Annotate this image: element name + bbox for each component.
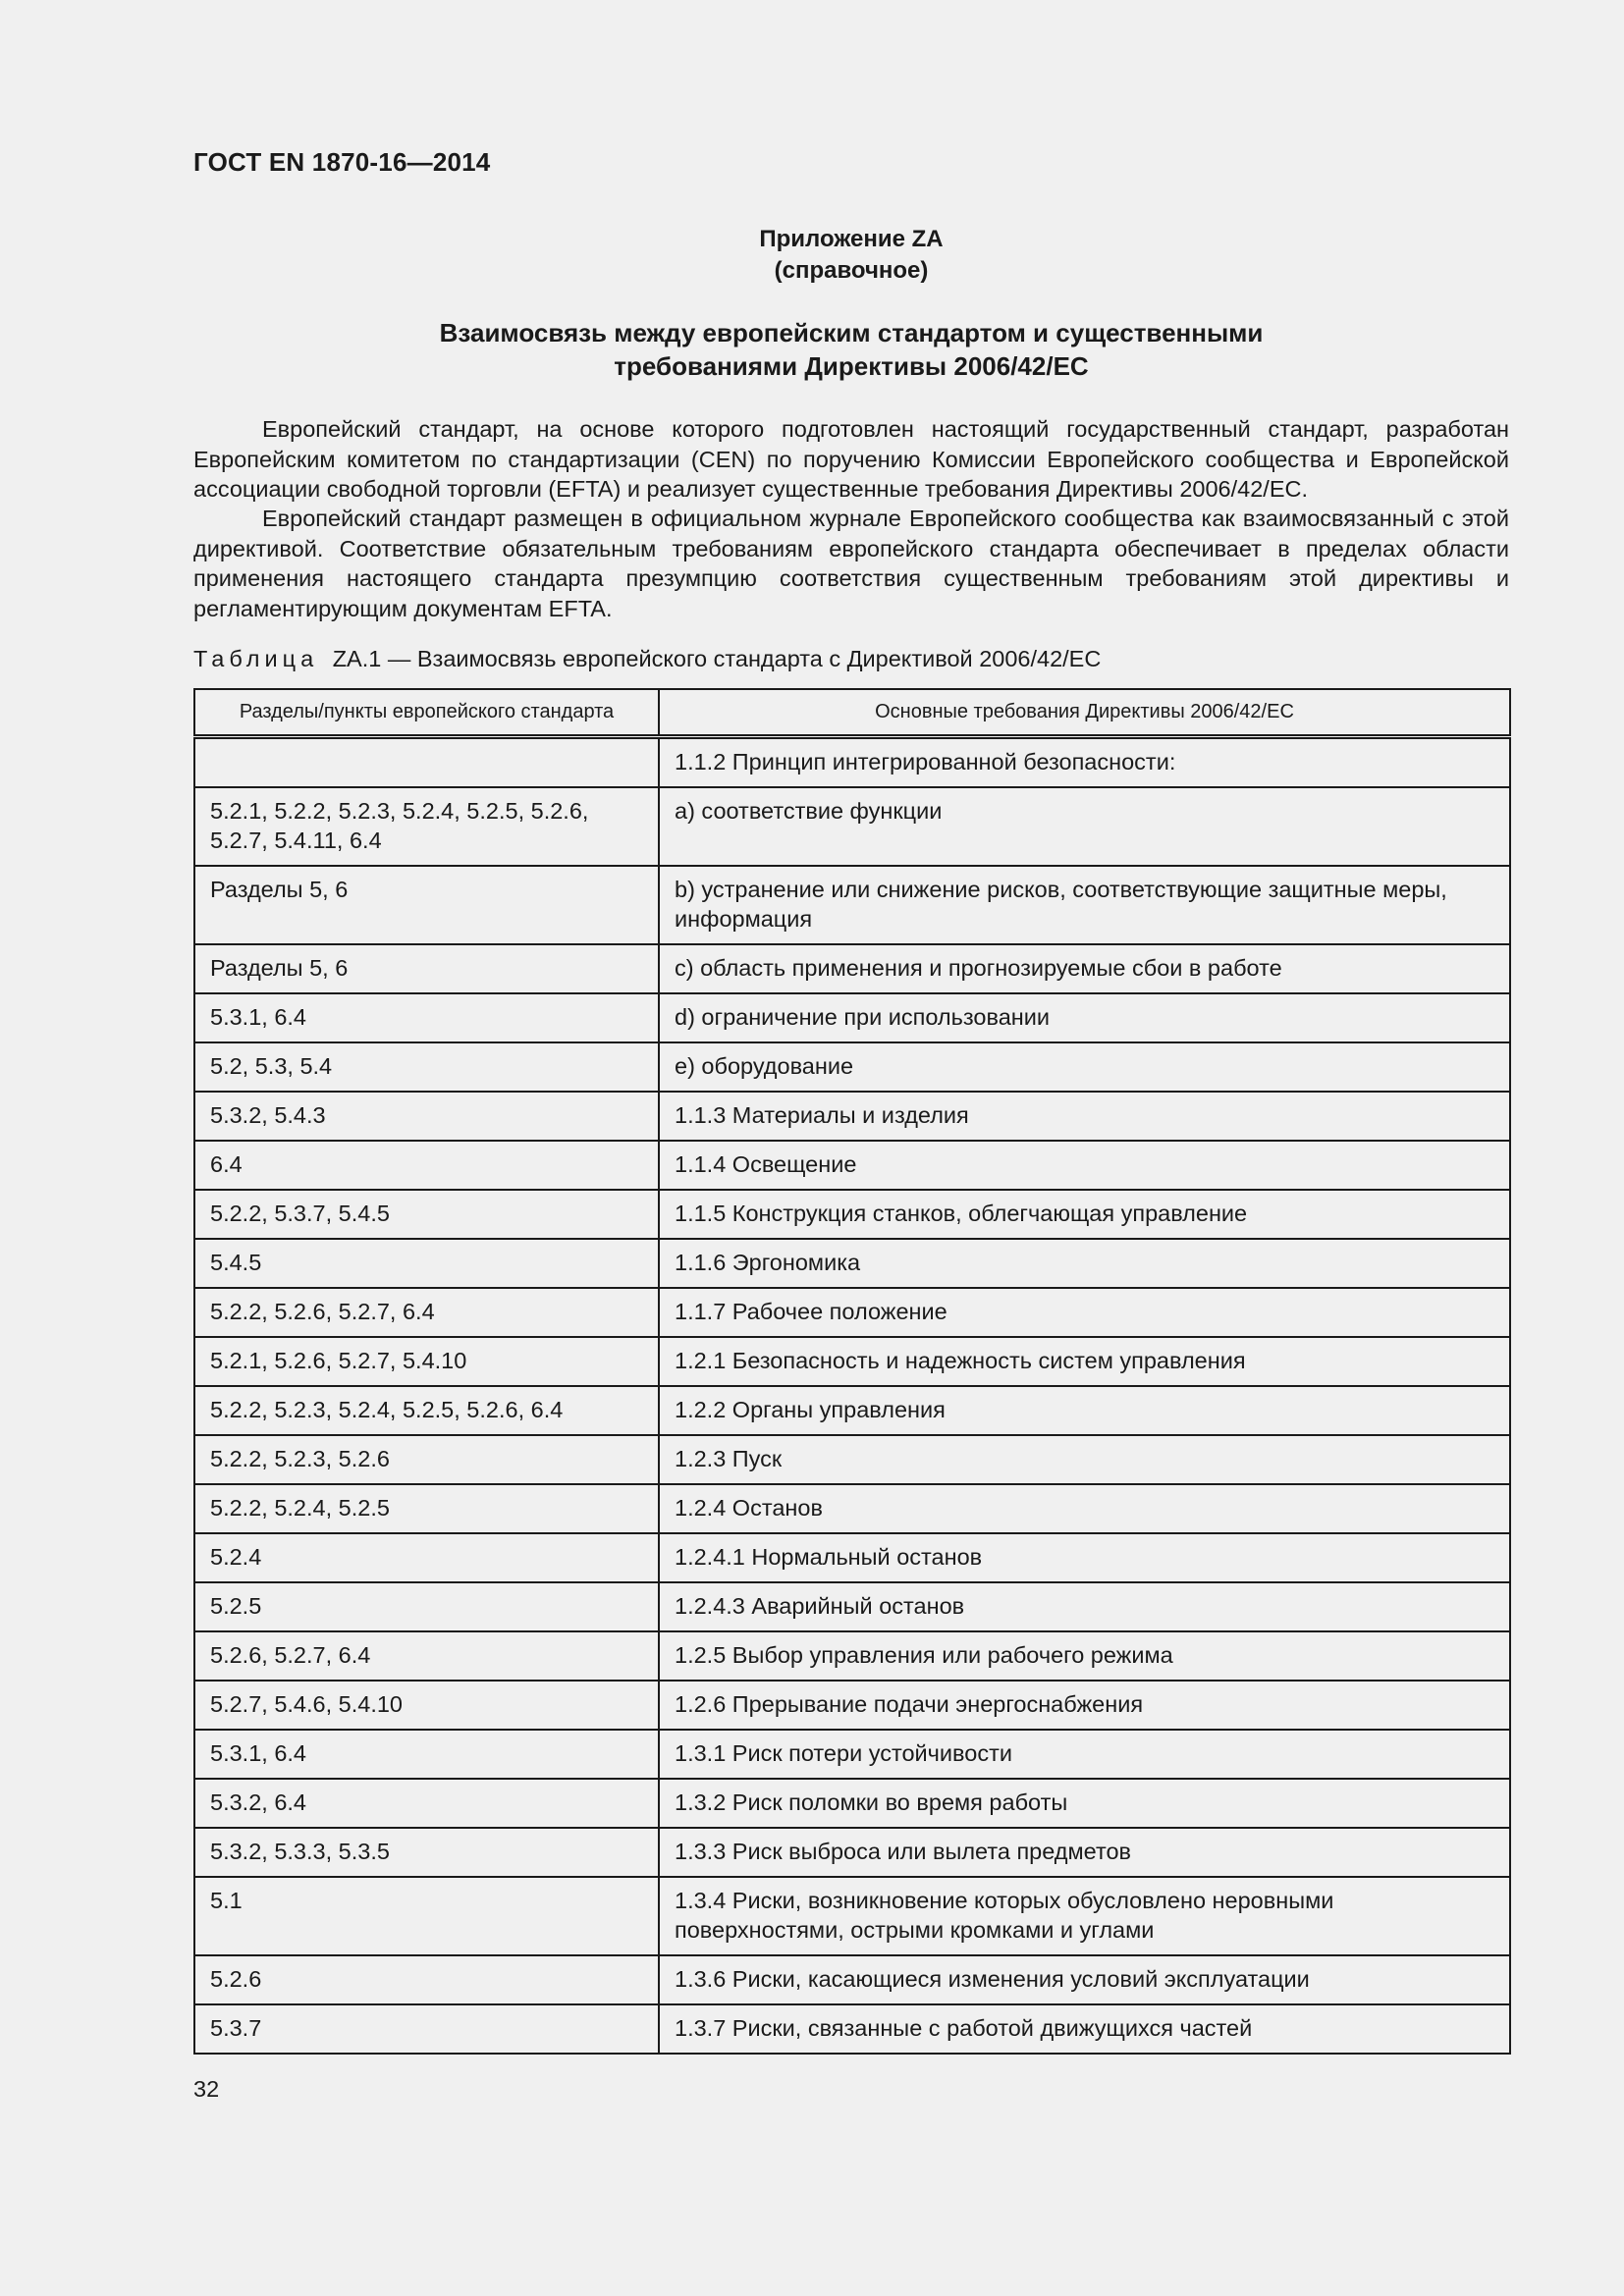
cell-directive-requirement: 1.2.4.1 Нормальный останов [659,1533,1510,1582]
cell-directive-requirement: 1.1.4 Освещение [659,1141,1510,1190]
table-row [194,1141,1510,1190]
cell-standard-clauses: 5.3.2, 5.4.3 [194,1092,659,1141]
table-row [194,1582,1510,1631]
requirements-table [193,688,1511,2055]
table-caption [193,646,1101,672]
cell-directive-requirement: 1.2.5 Выбор управления или рабочего режима [659,1631,1510,1681]
table-row [194,1288,1510,1337]
table-row [194,1239,1510,1288]
table-row [194,1681,1510,1730]
table-row [194,1484,1510,1533]
table-body [194,737,1510,2055]
cell-standard-clauses: 5.2.5 [194,1582,659,1631]
table-row [194,787,1510,866]
table-row [194,1631,1510,1681]
document-code: ГОСТ EN 1870-16—2014 [193,147,491,177]
cell-standard-clauses: 5.2.4 [194,1533,659,1582]
cell-standard-clauses: 5.2.2, 5.2.4, 5.2.5 [194,1484,659,1533]
table-row [194,1190,1510,1239]
table-row [194,737,1510,788]
cell-directive-requirement: e) оборудование [659,1042,1510,1092]
annex-heading-line-1: Взаимосвязь между европейским стандартом и существенными [439,318,1264,347]
table-row [194,1828,1510,1877]
cell-directive-requirement: 1.2.3 Пуск [659,1435,1510,1484]
cell-directive-requirement: d) ограничение при использовании [659,993,1510,1042]
intro-paragraph-2: Европейский стандарт размещен в официальном журнале Европейского сообщества как взаимосвязанный с этой директивой. Соответствие обязательным требованиям европейского стандарта обеспечивает в пределах области применения настоящего стандарта презумпцию соответствия существенным требованиям этой директивы и регламентирующим документам EFTA. [193,506,1509,621]
cell-standard-clauses: 5.2.2, 5.2.6, 5.2.7, 6.4 [194,1288,659,1337]
table-row [194,1730,1510,1779]
table-row [194,1092,1510,1141]
table-caption-text: ZA.1 — Взаимосвязь европейского стандарта с Директивой 2006/42/ЕС [332,646,1102,671]
cell-standard-clauses: 5.2.2, 5.3.7, 5.4.5 [194,1190,659,1239]
cell-standard-clauses: 5.3.1, 6.4 [194,993,659,1042]
table-row [194,1386,1510,1435]
cell-standard-clauses: 5.2.2, 5.2.3, 5.2.6 [194,1435,659,1484]
cell-directive-requirement: 1.1.7 Рабочее положение [659,1288,1510,1337]
cell-directive-requirement: a) соответствие функции [659,787,1510,866]
table-row [194,1042,1510,1092]
cell-directive-requirement: 1.1.6 Эргономика [659,1239,1510,1288]
cell-standard-clauses: 5.2.1, 5.2.2, 5.2.3, 5.2.4, 5.2.5, 5.2.6, 5.2.7, 5.4.11, 6.4 [194,787,659,866]
cell-directive-requirement: 1.3.7 Риски, связанные с работой движущихся частей [659,2004,1510,2054]
cell-standard-clauses: 6.4 [194,1141,659,1190]
cell-directive-requirement: 1.3.4 Риски, возникновение которых обусловлено неровными поверхностями, острыми кромками и углами [659,1877,1510,1955]
annex-heading-line-2: требованиями Директивы 2006/42/ЕС [614,351,1089,381]
cell-standard-clauses [194,737,659,788]
cell-standard-clauses: 5.2.6 [194,1955,659,2004]
cell-standard-clauses: 5.3.7 [194,2004,659,2054]
cell-standard-clauses: 5.1 [194,1877,659,1955]
table-row [194,1435,1510,1484]
table-row [194,1533,1510,1582]
annex-title: Приложение ZA [759,226,944,252]
cell-standard-clauses: 5.2.1, 5.2.6, 5.2.7, 5.4.10 [194,1337,659,1386]
cell-standard-clauses: 5.4.5 [194,1239,659,1288]
table-caption-prefix: Таблица [193,646,319,671]
cell-directive-requirement: 1.2.6 Прерывание подачи энергоснабжения [659,1681,1510,1730]
cell-directive-requirement: 1.2.4.3 Аварийный останов [659,1582,1510,1631]
cell-standard-clauses: 5.3.2, 6.4 [194,1779,659,1828]
cell-directive-requirement: c) область применения и прогнозируемые сбои в работе [659,944,1510,993]
page-number: 32 [193,2076,220,2102]
cell-directive-requirement: 1.3.2 Риск поломки во время работы [659,1779,1510,1828]
cell-directive-requirement: 1.3.1 Риск потери устойчивости [659,1730,1510,1779]
column-header-standard-clauses: Разделы/пункты европейского стандарта [194,689,659,737]
table-row [194,1877,1510,1955]
cell-standard-clauses: 5.2.6, 5.2.7, 6.4 [194,1631,659,1681]
cell-directive-requirement: 1.1.2 Принцип интегрированной безопасности: [659,737,1510,788]
cell-standard-clauses: Разделы 5, 6 [194,866,659,944]
annex-subtitle: (справочное) [774,257,929,284]
table-row [194,944,1510,993]
intro-paragraph-1: Европейский стандарт, на основе которого подготовлен настоящий государственный стандарт, разработан Европейским комитетом по стандартизации (CEN) по поручению Комиссии Европейского сообщества и Европейской ассоциации свободной торговли (EFTA) и реализует существенные требования Директивы 2006/42/ЕС. [193,416,1509,502]
cell-standard-clauses: 5.2.2, 5.2.3, 5.2.4, 5.2.5, 5.2.6, 6.4 [194,1386,659,1435]
table-row [194,1337,1510,1386]
cell-directive-requirement: 1.1.5 Конструкция станков, облегчающая управление [659,1190,1510,1239]
cell-directive-requirement: b) устранение или снижение рисков, соответствующие защитные меры, информация [659,866,1510,944]
table-row [194,866,1510,944]
cell-directive-requirement: 1.1.3 Материалы и изделия [659,1092,1510,1141]
cell-directive-requirement: 1.2.4 Останов [659,1484,1510,1533]
table-row [194,993,1510,1042]
cell-standard-clauses: 5.2.7, 5.4.6, 5.4.10 [194,1681,659,1730]
cell-directive-requirement: 1.2.2 Органы управления [659,1386,1510,1435]
cell-standard-clauses: 5.3.1, 6.4 [194,1730,659,1779]
column-header-directive-requirements: Основные требования Директивы 2006/42/ЕС [659,689,1510,737]
table-row [194,1955,1510,2004]
cell-directive-requirement: 1.3.3 Риск выброса или вылета предметов [659,1828,1510,1877]
cell-standard-clauses: Разделы 5, 6 [194,944,659,993]
cell-directive-requirement: 1.2.1 Безопасность и надежность систем управления [659,1337,1510,1386]
table-row [194,1779,1510,1828]
cell-standard-clauses: 5.3.2, 5.3.3, 5.3.5 [194,1828,659,1877]
cell-standard-clauses: 5.2, 5.3, 5.4 [194,1042,659,1092]
cell-directive-requirement: 1.3.6 Риски, касающиеся изменения условий эксплуатации [659,1955,1510,2004]
table-header-row [194,689,1510,737]
table-row [194,2004,1510,2054]
